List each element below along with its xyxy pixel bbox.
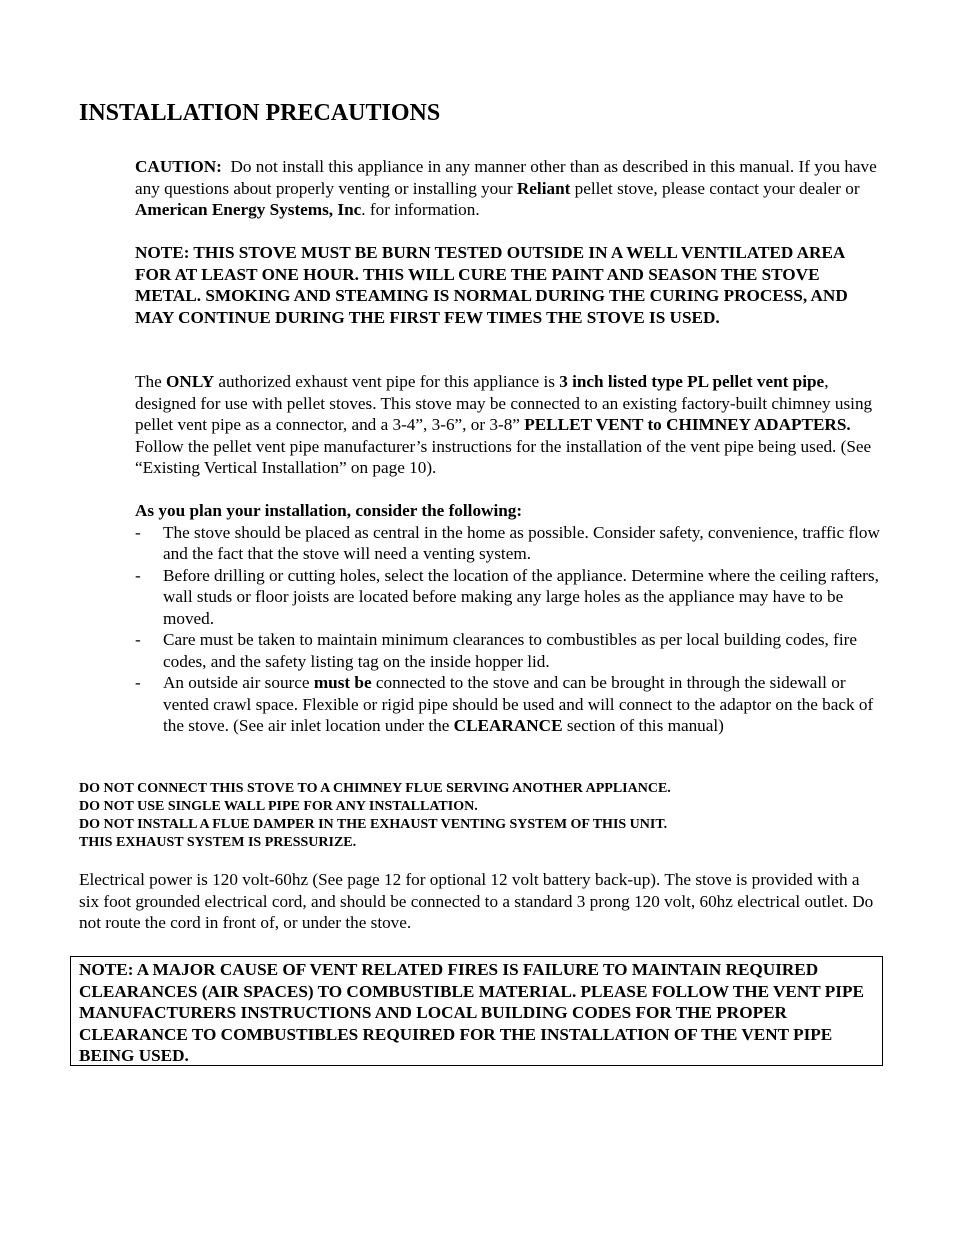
caution-label: CAUTION: — [135, 157, 222, 176]
warning-line: THIS EXHAUST SYSTEM IS PRESSURIZE. — [79, 835, 357, 850]
installation-plan — [135, 500, 880, 737]
list-dash: - — [135, 522, 141, 542]
caution-text-3: . for information. — [361, 200, 480, 219]
list-item-text: section of this manual) — [566, 716, 724, 735]
list-item-text: The stove should be placed as central in the home as possible. Consider safety, convenience, traffic flow and the fact that the stove will need a venting system. — [163, 522, 880, 563]
list-item — [135, 522, 880, 565]
list-item — [135, 629, 880, 672]
burn-test-note — [135, 242, 880, 328]
vent-text-1: The — [135, 372, 162, 391]
brand-name: Reliant — [516, 178, 571, 198]
list-item-text: Care must be taken to maintain minimum clearances to combustibles as per local building codes, fire codes, and the safety listing tag on the inside hopper lid. — [163, 630, 857, 671]
warning-line: DO NOT CONNECT THIS STOVE TO A CHIMNEY FLUE SERVING ANOTHER APPLIANCE. — [79, 781, 671, 796]
list-dash: - — [135, 630, 141, 649]
must-be-emphasis: must be — [313, 673, 372, 692]
list-item — [135, 565, 880, 630]
vent-adapters: PELLET VENT to CHIMNEY ADAPTERS. — [524, 415, 851, 434]
caution-text-1: Do not install this appliance in any manner other than as described in this manual. If you have any questions about properly venting or installing your — [135, 157, 877, 198]
list-dash: - — [135, 565, 141, 585]
list-dash: - — [135, 673, 141, 692]
list-item-text: connected to the stove and can be brought in through the sidewall or vented crawl space. Flexible or rigid pipe should be used and will connect to the adaptor on the back of the stove. (See air inlet location under the — [163, 673, 874, 735]
burn-test-note-text: NOTE: THIS STOVE MUST BE BURN TESTED OUTSIDE IN A WELL VENTILATED AREA FOR AT LEAST ONE HOUR. THIS WILL CURE THE PAINT AND SEASON THE STOVE METAL. SMOKING AND STEAMING IS NORMAL DURING THE CURING PROCESS, AND MAY CONTINUE DURING THE FIRST FEW TIMES THE STOVE IS USED. — [135, 243, 848, 327]
clearance-note-box — [70, 956, 883, 1066]
vent-text-2: authorized exhaust vent pipe for this appliance is — [218, 372, 555, 391]
company-name: American Energy Systems, Inc — [135, 200, 362, 219]
caution-paragraph — [135, 156, 880, 221]
caution-text-2: pellet stove, please contact your dealer or — [574, 178, 860, 198]
warnings-block — [79, 780, 899, 852]
list-item — [135, 672, 880, 737]
vent-text-3: , designed for use with pellet stoves. This stove may be connected to an existing factory-built chimney using pellet vent pipe as a connector, and a 3-4”, 3-6”, or 3-8” — [135, 372, 873, 434]
vent-text-4: Follow the pellet vent pipe manufacturer’s instructions for the installation of the vent pipe being used. (See “Existing Vertical Installation” on page 10). — [135, 436, 872, 477]
vent-only: ONLY — [166, 372, 215, 391]
electrical-paragraph: Electrical power is 120 volt-60hz (See page 12 for optional 12 volt battery back-up). The stove is provided with a six foot grounded electrical cord, and should be connected to a standard 3 prong 120 volt, 60hz electrical outlet. Do not route the cord in front of, or under the stove. — [79, 870, 874, 932]
clearance-note-text: NOTE: A MAJOR CAUSE OF VENT RELATED FIRES IS FAILURE TO MAINTAIN REQUIRED CLEARANCES (AIR SPACES) TO COMBUSTIBLE MATERIAL. PLEASE FOLLOW THE VENT PIPE MANUFACTURERS INSTRUCTIONS AND LOCAL BUILDING CODES FOR THE PROPER CLEARANCE TO COMBUSTIBLES REQUIRED FOR THE INSTALLATION OF THE VENT PIPE BEING USED. — [79, 960, 864, 1065]
plan-heading: As you plan your installation, consider the following: — [135, 501, 523, 520]
page-title: INSTALLATION PRECAUTIONS — [79, 100, 441, 126]
clearance-section-ref: CLEARANCE — [453, 716, 563, 735]
list-item-text: Before drilling or cutting holes, select the location of the appliance. Determine where the ceiling rafters, wall studs or floor joists are located before making any large holes as the appliance may have to be moved. — [163, 565, 879, 628]
vent-pipe-paragraph — [135, 371, 880, 479]
list-item-text: An outside air source — [163, 673, 310, 692]
warning-line: DO NOT INSTALL A FLUE DAMPER IN THE EXHAUST VENTING SYSTEM OF THIS UNIT. — [79, 817, 668, 832]
plan-list — [135, 522, 880, 737]
warning-line: DO NOT USE SINGLE WALL PIPE FOR ANY INSTALLATION. — [79, 799, 478, 814]
vent-pipe-type: 3 inch listed type PL pellet vent pipe — [559, 372, 825, 391]
